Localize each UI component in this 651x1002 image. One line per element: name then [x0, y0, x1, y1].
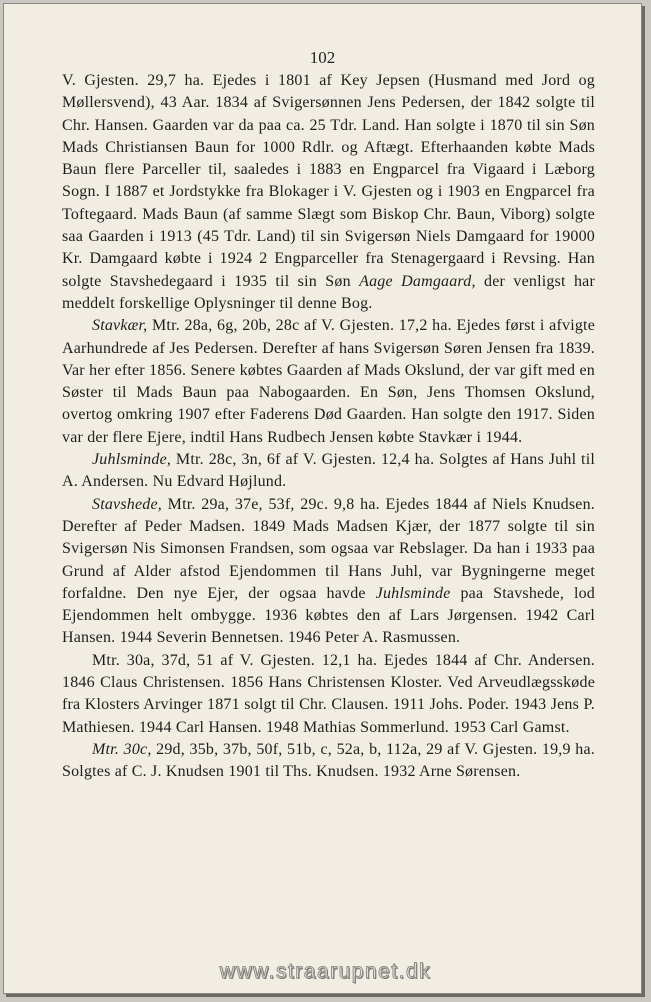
paragraph-2: Stavkær, Mtr. 28a, 6g, 20b, 28c af V. Gjesten. 17,2 ha. Ejedes først i afvigte Aarhundrede af Jes Pedersen. Derefter af hans Svigersøn Søren Jensen fra 1839. Var her efter 1856. Senere købtes Gaarden af Mads Okslund, der var gift med en Søster til Mads Baun paa Nabogaarden. En Søn, Jens Thomsen Okslund, overtog omkring 1907 efter Faderens Død Gaarden. Han solgte den 1917. Siden var der flere Ejere, indtil Hans Rudbech Jensen købte Stavkær i 1944.	[62, 317, 595, 446]
page-number: 102	[309, 48, 336, 67]
book-page	[3, 3, 642, 994]
body-text	[62, 70, 595, 784]
italic-name: Juhlsminde	[375, 584, 451, 602]
farm-name: Stavshede,	[92, 495, 162, 513]
farm-name: Mtr. 30c,	[92, 740, 152, 758]
farm-name: Stavkær,	[92, 317, 148, 335]
italic-name: Aage Damgaard,	[359, 272, 476, 290]
watermark: www.straarupnet.dk	[219, 960, 432, 983]
paragraph-6: Mtr. 30c, 29d, 35b, 37b, 50f, 51b, c, 52a, b, 112a, 29 af V. Gjesten. 19,9 ha. Solgtes af C. J. Knudsen 1901 til Ths. Knudsen. 1932 Arne Sørensen.	[62, 740, 595, 781]
paragraph-5: Mtr. 30a, 37d, 51 af V. Gjesten. 12,1 ha. Ejedes 1844 af Chr. Andersen. 1846 Claus Christensen. 1856 Hans Christensen Kloster. Ved Arveudlægsskøde fra Klosters Arvinger 1871 solgt til Chr. Clausen. 1911 Johs. Poder. 1943 Jens P. Mathiesen. 1944 Carl Hansen. 1948 Mathias Sommerlund. 1953 Carl Gamst.	[62, 651, 595, 736]
farm-name: Juhlsminde,	[92, 451, 172, 469]
paragraph-1: V. Gjesten. 29,7 ha. Ejedes i 1801 af Key Jepsen (Husmand med Jord og Møllersvend), 43 Aar. 1834 af Svigersønnen Jens Pedersen, der 1842 solgte til Chr. Hansen. Gaarden var da paa ca. 25 Tdr. Land. Han solgte i 1870 til sin Søn Mads Christiansen Baun for 1000 Rdlr. og Aftægt. Efterhaanden købte Mads Baun flere Parceller til, saaledes i 1883 en Engparcel fra Vigaard i Læborg Sogn. I 1887 et Jordstykke fra Blokager i V. Gjesten og i 1903 en Engparcel fra Toftegaard. Mads Baun (af samme Slægt som Biskop Chr. Baun, Viborg) solgte saa Gaarden i 1913 (45 Tdr. Land) til sin Svigersøn Niels Damgaard for 19000 Kr. Damgaard købte i 1924 2 Engparceller fra Stenagergaard i Revsing. Han solgte Stavshedegaard i 1935 til sin Søn Aage Damgaard, der venligst har meddelt forskellige Oplysninger til denne Bog.	[62, 72, 595, 312]
paragraph-4: Stavshede, Mtr. 29a, 37e, 53f, 29c. 9,8 ha. Ejedes 1844 af Niels Knudsen. Derefter af Peder Madsen. 1849 Mads Madsen Kjær, der 1877 solgte til sin Svigersøn Nis Simonsen Frandsen, som ogsaa var Rebslager. Da han i 1933 paa Grund af Alder afstod Ejendommen til Hans Juhl, var Bygningerne meget forfaldne. Den nye Ejer, der ogsaa havde Juhlsminde paa Stavshede, lod Ejendommen helt ombygge. 1936 købtes den af Lars Jørgensen. 1942 Carl Hansen. 1944 Severin Bennetsen. 1946 Peter A. Rasmussen.	[62, 495, 595, 647]
paragraph-3: Juhlsminde, Mtr. 28c, 3n, 6f af V. Gjesten. 12,4 ha. Solgtes af Hans Juhl til A. Andersen. Nu Edvard Højlund.	[62, 451, 595, 491]
